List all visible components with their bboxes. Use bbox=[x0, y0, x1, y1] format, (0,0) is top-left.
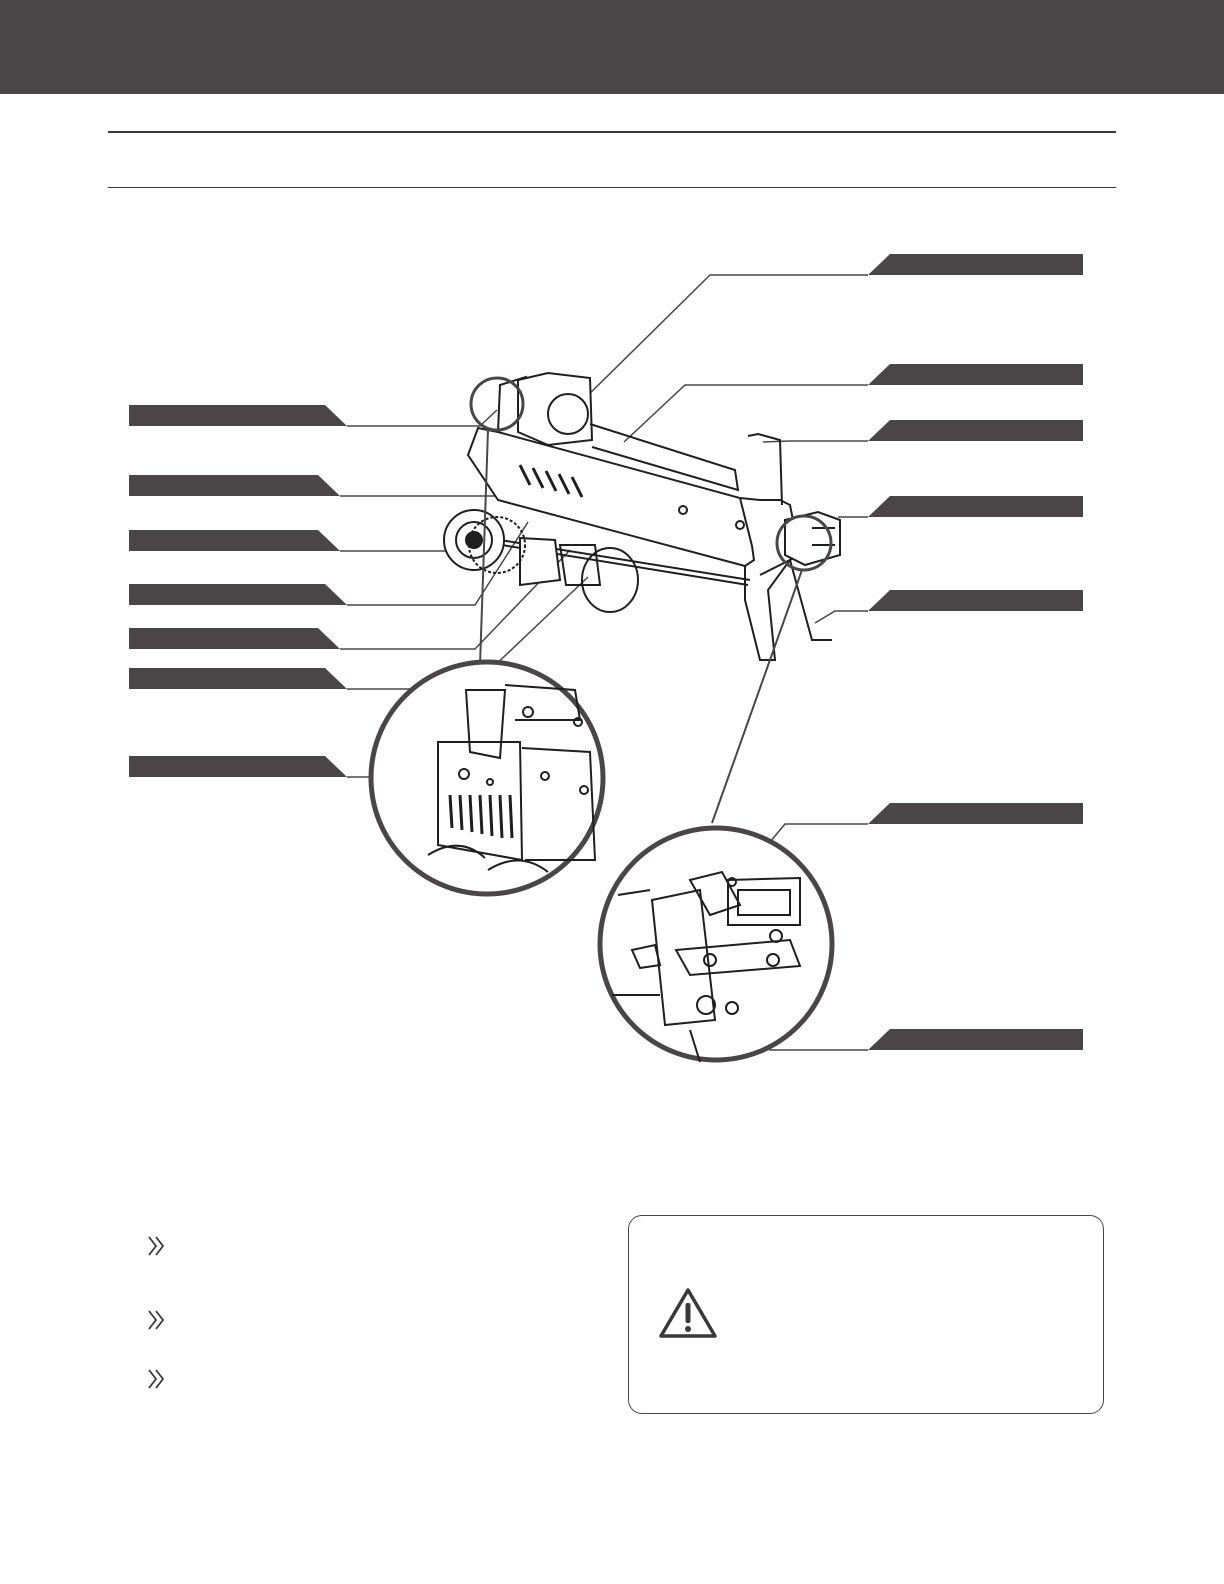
warning-box bbox=[628, 1215, 1104, 1414]
double-chevron-right-icon bbox=[140, 1305, 170, 1335]
right-callout-tabs bbox=[868, 254, 1083, 1050]
warning-triangle-icon bbox=[658, 1287, 718, 1339]
callout-tab-r7 bbox=[868, 1029, 1083, 1050]
list-item bbox=[140, 1305, 190, 1335]
log-splitter-body bbox=[444, 373, 840, 660]
left-callout-tabs bbox=[129, 405, 347, 777]
callout-tab-l6 bbox=[129, 668, 347, 689]
callout-tab-l1 bbox=[129, 405, 347, 426]
callout-tab-r6 bbox=[868, 803, 1083, 824]
list-item bbox=[140, 1231, 190, 1261]
callout-tab-l5 bbox=[129, 628, 340, 649]
callout-tab-r2 bbox=[868, 364, 1083, 385]
callout-tab-l3 bbox=[129, 530, 340, 551]
callout-tab-r3 bbox=[868, 420, 1083, 441]
callout-tab-l4 bbox=[129, 584, 347, 605]
callout-tab-r5 bbox=[868, 590, 1083, 611]
callout-tab-r1 bbox=[868, 254, 1083, 275]
callout-tab-l7 bbox=[129, 756, 347, 777]
leader-line bbox=[815, 611, 868, 623]
double-chevron-right-icon bbox=[140, 1364, 170, 1394]
highlight-circle-left bbox=[471, 378, 523, 430]
list-item bbox=[140, 1364, 190, 1394]
callout-tab-l2 bbox=[129, 475, 340, 496]
leader-line bbox=[763, 441, 868, 442]
zoom-detail-motor-switch bbox=[371, 662, 603, 894]
leader-line bbox=[624, 385, 868, 442]
zoom-detail-wedge-lock bbox=[600, 828, 832, 1062]
callout-tab-r4 bbox=[868, 496, 1083, 517]
double-chevron-right-icon bbox=[140, 1231, 170, 1261]
leader-line bbox=[573, 275, 868, 410]
